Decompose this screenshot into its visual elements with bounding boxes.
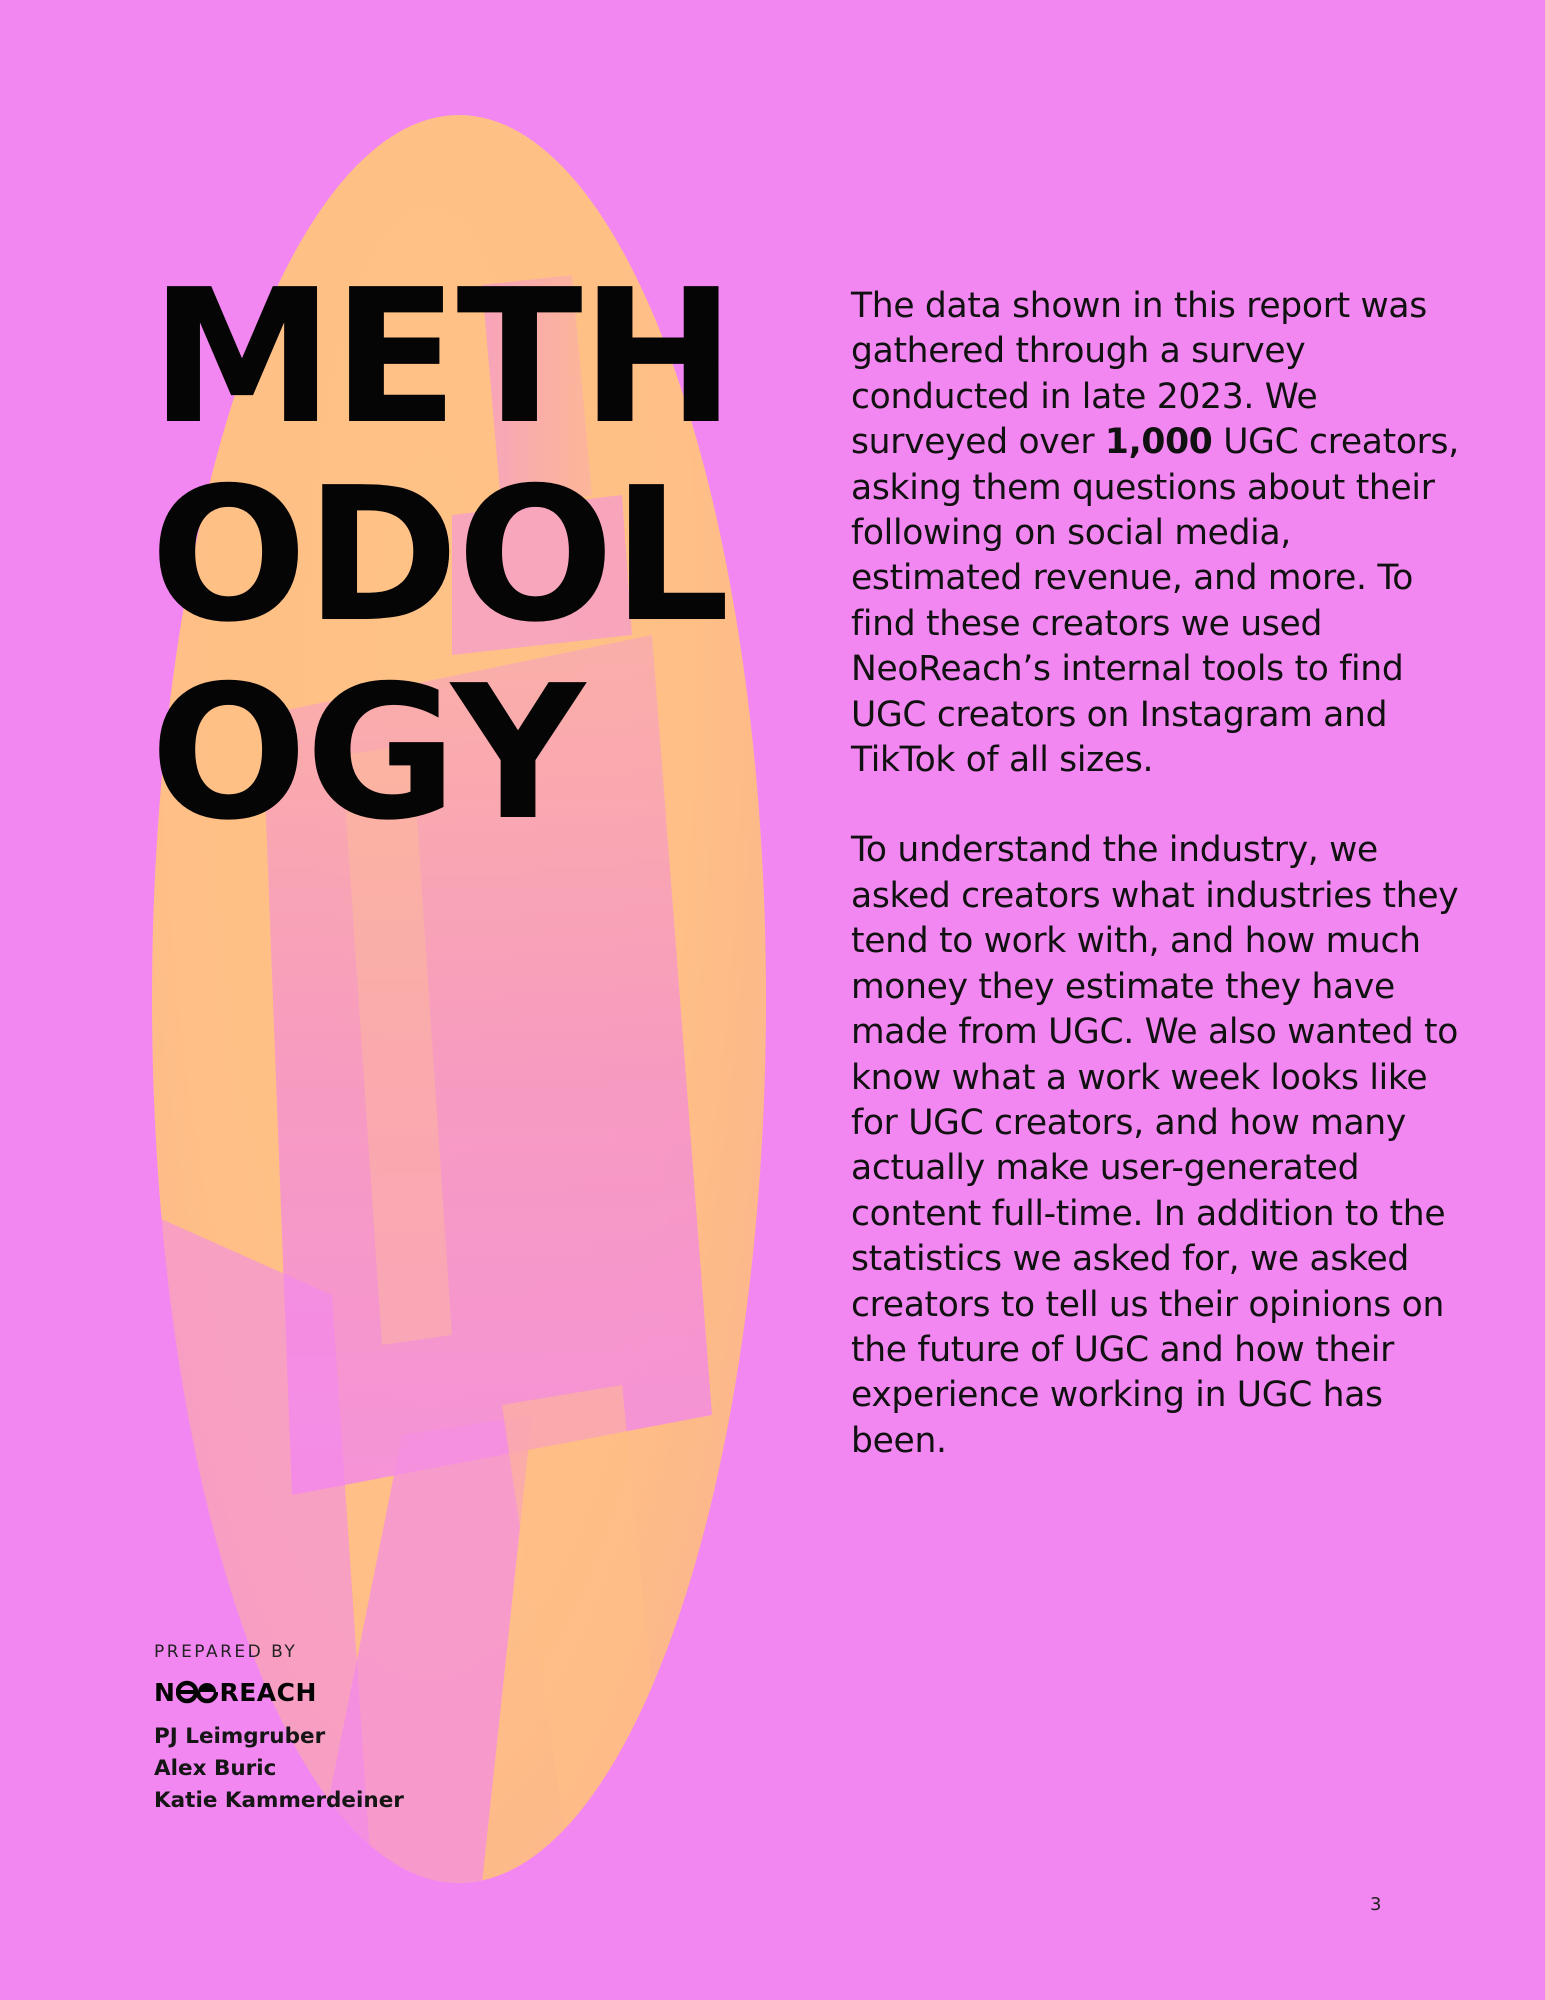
paragraph-1-text-cont: UGC creators, asking them questions about their following on social media, estimated revenue, and more. To find these creators we used NeoReach’s internal tools to find UGC creators on Instagram and TikTok of all sizes. [851,422,1459,781]
logo-prefix: N [154,1677,176,1707]
title-line: OGY [150,645,584,861]
prepared-by-label: PREPARED BY [154,1642,298,1662]
author-name: Katie Kammerdeiner [154,1788,404,1813]
neoreach-logo [154,1677,514,1707]
prepared-by-block [154,1641,514,1817]
title-line: METH [150,249,734,465]
paragraph-2: To understand the industry, we asked creators what industries they tend to work with, and how much money they estimate they have made from UGC. We also wanted to know what a work week looks like for UGC creators, and how many actually make user-generated content full-time. In addition to the statistics we asked for, we asked creators to tell us their opinions on the future of UGC and how their experience working in UGC has been. [851,830,1459,1461]
page-number: 3 [1370,1894,1382,1915]
authors-list [154,1721,514,1817]
paragraph-1-text: The data shown in this report was gathered through a survey conducted in late 2023. We surveyed over [851,286,1427,463]
author-name: Alex Buric [154,1756,277,1781]
paragraph-1 [851,284,1461,783]
title-line: ODOL [150,447,728,663]
page-title [150,249,734,861]
logo-suffix: REACH [219,1677,317,1707]
neoreach-eo-mark-icon [176,1679,218,1705]
methodology-body [851,284,1461,1464]
survey-count: 1,000 [1104,422,1213,463]
author-name: PJ Leimgruber [154,1724,326,1749]
